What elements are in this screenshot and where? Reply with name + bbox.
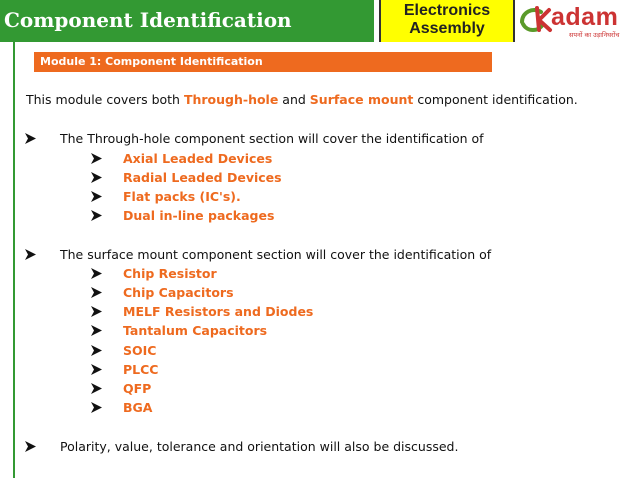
surface-mount-item: MELF Resistors and Diodes	[123, 304, 314, 319]
list-item	[90, 323, 268, 338]
closing-bullet	[24, 439, 459, 454]
course-badge	[379, 0, 515, 42]
intro-prefix: This module covers both	[26, 92, 184, 107]
arrow-bullet-icon	[24, 249, 37, 260]
ekadam-logo	[519, 1, 636, 41]
through-hole-item: Flat packs (IC's).	[123, 189, 241, 204]
arrow-bullet-icon	[90, 306, 103, 317]
arrow-bullet-icon	[90, 345, 103, 356]
surface-mount-item: Tantalum Capacitors	[123, 323, 268, 338]
list-item	[90, 208, 275, 223]
module-label-box	[34, 52, 492, 72]
logo-wordmark: adam	[551, 3, 619, 31]
arrow-bullet-icon	[90, 153, 103, 164]
list-item	[90, 151, 273, 166]
arrow-bullet-icon	[90, 210, 103, 221]
intro-middle: and	[278, 92, 310, 107]
surface-mount-item: BGA	[123, 400, 153, 415]
through-hole-item: Dual in-line packages	[123, 208, 275, 223]
surface-mount-item: Chip Resistor	[123, 266, 217, 281]
arrow-bullet-icon	[90, 268, 103, 279]
list-item	[90, 400, 153, 415]
list-item	[90, 266, 217, 281]
arrow-bullet-icon	[90, 172, 103, 183]
intro-sentence	[26, 92, 578, 107]
surface-mount-item: SOIC	[123, 343, 157, 358]
surface-mount-item: Chip Capacitors	[123, 285, 234, 300]
arrow-bullet-icon	[90, 287, 103, 298]
through-hole-item: Radial Leaded Devices	[123, 170, 282, 185]
arrow-bullet-icon	[90, 325, 103, 336]
list-item	[90, 189, 241, 204]
surface-mount-text: The surface mount component section will cover the identification of	[60, 247, 492, 262]
badge-line-1: Electronics	[403, 2, 491, 19]
closing-text: Polarity, value, tolerance and orientation will also be discussed.	[60, 439, 459, 454]
header	[0, 0, 638, 42]
logo-mark-icon	[519, 4, 553, 34]
list-item	[90, 343, 157, 358]
page-title: Component Identification	[4, 8, 292, 32]
arrow-bullet-icon	[90, 191, 103, 202]
intro-suffix: component identification.	[413, 92, 578, 107]
through-hole-text: The Through-hole component section will cover the identification of	[60, 131, 484, 146]
module-label: Module 1: Component Identification	[40, 55, 263, 68]
title-bar	[0, 0, 377, 42]
arrow-bullet-icon	[24, 441, 37, 452]
intro-highlight-through-hole: Through-hole	[183, 92, 279, 107]
arrow-bullet-icon	[90, 364, 103, 375]
intro-highlight-surface-mount: Surface mount	[309, 92, 414, 107]
through-hole-bullet	[24, 131, 484, 146]
list-item	[90, 304, 314, 319]
logo-tagline: सपनों का उड़ानिघरोंच	[569, 31, 620, 39]
surface-mount-item: QFP	[123, 381, 152, 396]
list-item	[90, 362, 159, 377]
surface-mount-bullet	[24, 247, 492, 262]
through-hole-item: Axial Leaded Devices	[123, 151, 273, 166]
surface-mount-item: PLCC	[123, 362, 159, 377]
arrow-bullet-icon	[90, 383, 103, 394]
badge-line-2: Assembly	[409, 20, 485, 37]
arrow-bullet-icon	[24, 133, 37, 144]
list-item	[90, 285, 234, 300]
list-item	[90, 381, 152, 396]
arrow-bullet-icon	[90, 402, 103, 413]
left-accent-line	[13, 42, 15, 478]
list-item	[90, 170, 282, 185]
